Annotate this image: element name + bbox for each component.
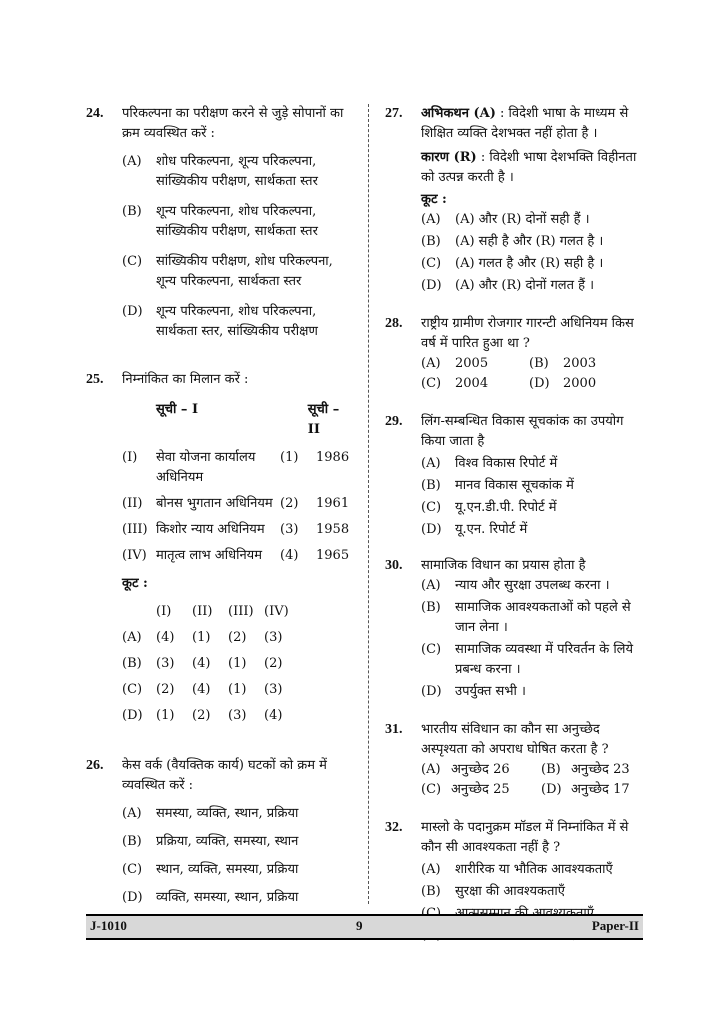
page-footer	[86, 914, 643, 940]
question-stem: निम्नांकित का मिलान करें :	[122, 372, 249, 387]
question-stem: भारतीय संविधान का कौन सा अनुच्छेद अस्पृश्यता को अपराध घोषित करता है ?	[421, 722, 609, 757]
option-label: (B)	[122, 834, 142, 849]
kut-col-head: (I)	[156, 604, 172, 619]
option-text: व्यक्ति, समस्या, स्थान, प्रक्रिया	[156, 890, 299, 905]
left-column	[86, 104, 354, 908]
row-text: सेवा योजना कार्यालय अधिनियम	[156, 450, 256, 485]
option-d[interactable]: अनुच्छेद 17	[571, 782, 630, 797]
option-c[interactable]: 2004	[455, 376, 489, 391]
option-label: (D)	[122, 708, 143, 723]
option-a[interactable]	[421, 210, 643, 230]
row-match-number: (1)	[280, 450, 299, 465]
kut-cell: (3)	[264, 630, 283, 645]
row-text: बोनस भुगतान अधिनियम	[156, 496, 273, 511]
option-text: न्याय और सुरक्षा उपलब्ध करना ।	[455, 578, 610, 593]
question-number: 24.	[86, 106, 104, 121]
option-c[interactable]: अनुच्छेद 25	[451, 782, 510, 797]
option-text: सांख्यिकीय परीक्षण, शोध परिकल्पना, शून्य परिकल्पना, सार्थकता स्तर	[156, 254, 333, 289]
option-label: (C)	[421, 500, 442, 515]
question-number: 28.	[385, 316, 403, 331]
kut-header	[122, 602, 354, 622]
kut-cell: (1)	[156, 708, 175, 723]
kut-label: कूट :	[421, 192, 447, 207]
option-label: (D)	[421, 522, 442, 537]
question-stem: राष्ट्रीय ग्रामीण रोजगार गारन्टी अधिनियम किस वर्ष में पारित हुआ था ?	[421, 316, 634, 351]
option-a[interactable]: 2005	[455, 356, 489, 371]
option-d[interactable]: 2000	[563, 376, 597, 391]
match-row	[122, 494, 354, 514]
option-label: (C)	[122, 254, 143, 269]
option-c[interactable]	[122, 860, 354, 880]
option-label: (B)	[421, 234, 441, 249]
option-text: यू.एन.डी.पी. रिपोर्ट में	[455, 500, 557, 515]
paper-label: Paper-II	[591, 918, 639, 933]
option-text: शून्य परिकल्पना, शोध परिकल्पना, सार्थकता स्तर, सांख्यिकीय परीक्षण	[156, 304, 318, 339]
kut-cell: (4)	[192, 656, 211, 671]
kut-cell: (4)	[156, 630, 175, 645]
option-label: (D)	[421, 684, 442, 699]
kut-cell: (2)	[192, 708, 211, 723]
question-number: 27.	[385, 106, 403, 121]
option-b[interactable]	[122, 654, 354, 674]
option-label: (B)	[541, 762, 561, 777]
question-number: 30.	[385, 558, 403, 573]
option-label: (A)	[122, 806, 142, 821]
question-29	[385, 412, 643, 540]
option-text: स्थान, व्यक्ति, समस्या, प्रक्रिया	[156, 862, 299, 877]
reason-text: : विदेशी भाषा देशभक्ति विहीनता को उत्पन्न करती है ।	[421, 150, 637, 185]
row-year: 1958	[316, 522, 350, 537]
option-a[interactable]	[421, 576, 643, 596]
row-text: मातृत्व लाभ अधिनियम	[156, 548, 262, 563]
option-d[interactable]	[421, 520, 643, 540]
option-a[interactable]	[122, 804, 354, 824]
option-label: (C)	[421, 642, 442, 657]
row-match-number: (4)	[280, 548, 299, 563]
option-c[interactable]	[421, 498, 643, 518]
question-number: 31.	[385, 722, 403, 737]
option-text: शारीरिक या भौतिक आवश्यकताएँ	[455, 862, 613, 877]
option-label: (A)	[122, 154, 142, 169]
option-label: (B)	[529, 356, 549, 371]
reason	[421, 148, 643, 188]
match-table	[122, 448, 354, 566]
options-grid	[421, 354, 643, 394]
option-label: (D)	[122, 304, 143, 319]
question-number: 32.	[385, 820, 403, 835]
question-number: 29.	[385, 414, 403, 429]
option-label: (A)	[421, 862, 441, 877]
match-row	[122, 448, 354, 488]
option-text: (A) सही है और (R) गलत है ।	[455, 234, 604, 249]
option-label: (B)	[421, 478, 441, 493]
page-number: 9	[356, 918, 363, 933]
option-label: (D)	[122, 890, 143, 905]
option-label: (D)	[529, 376, 550, 391]
kut-cell: (4)	[264, 708, 283, 723]
option-text: (A) गलत है और (R) सही है ।	[455, 256, 604, 271]
kut-cell: (1)	[192, 630, 211, 645]
option-label: (A)	[421, 356, 441, 371]
option-text: समस्या, व्यक्ति, स्थान, प्रक्रिया	[156, 806, 299, 821]
row-match-number: (2)	[280, 496, 299, 511]
option-text: उपर्युक्त सभी ।	[455, 684, 526, 699]
question-27	[385, 104, 643, 296]
kut-label: कूट :	[122, 576, 148, 591]
assertion	[421, 104, 643, 144]
option-a[interactable]	[421, 860, 643, 880]
row-year: 1961	[316, 496, 350, 511]
question-31	[385, 720, 643, 800]
option-label: (A)	[421, 578, 441, 593]
option-label: (B)	[122, 656, 142, 671]
option-b[interactable]	[421, 232, 643, 252]
list-2-heading: सूची – II	[307, 402, 340, 437]
kut-col-head: (II)	[192, 604, 213, 619]
option-d[interactable]	[122, 706, 354, 726]
option-b[interactable]	[421, 882, 643, 902]
row-match-number: (3)	[280, 522, 299, 537]
option-a[interactable]	[421, 454, 643, 474]
option-label: (B)	[421, 600, 441, 615]
option-text: मानव विकास सूचकांक में	[455, 478, 574, 493]
option-label: (A)	[421, 456, 441, 471]
option-label: (C)	[122, 682, 143, 697]
row-number: (IV)	[122, 548, 147, 563]
option-label: (C)	[421, 256, 442, 271]
question-26	[86, 756, 354, 908]
option-b[interactable]	[122, 832, 354, 852]
options-grid	[421, 760, 643, 800]
option-c[interactable]	[421, 254, 643, 274]
question-stem: परिकल्पना का परीक्षण करने से जुड़े सोपानों का क्रम व्यवस्थित करें :	[122, 106, 344, 141]
option-text: सामाजिक व्यवस्था में परिवर्तन के लिये प्रबन्ध करना ।	[455, 642, 634, 677]
column-divider	[368, 104, 369, 904]
question-number: 26.	[86, 758, 104, 773]
right-column	[385, 104, 643, 946]
match-header	[122, 400, 354, 440]
option-text: (A) और (R) दोनों सही हैं ।	[455, 212, 590, 227]
option-label: (A)	[421, 762, 441, 777]
option-text: शून्य परिकल्पना, शोध परिकल्पना, सांख्यिकीय परीक्षण, सार्थकता स्तर	[156, 204, 318, 239]
option-b[interactable]	[421, 598, 643, 638]
kut-cell: (4)	[192, 682, 211, 697]
option-text: (A) और (R) दोनों गलत हैं ।	[455, 278, 595, 293]
kut-cell: (3)	[156, 656, 175, 671]
option-b[interactable]	[122, 202, 354, 242]
option-text: सामाजिक आवश्यकताओं को पहले से जान लेना ।	[455, 600, 631, 635]
option-text: प्रक्रिया, व्यक्ति, समस्या, स्थान	[156, 834, 299, 849]
row-number: (II)	[122, 496, 143, 511]
kut-col-head: (IV)	[264, 604, 289, 619]
kut-cell: (2)	[156, 682, 175, 697]
option-a[interactable]: अनुच्छेद 26	[451, 762, 510, 777]
option-b[interactable]: अनुच्छेद 23	[571, 762, 630, 777]
option-label: (C)	[421, 782, 442, 797]
option-text: शोध परिकल्पना, शून्य परिकल्पना, सांख्यिकीय परीक्षण, सार्थकता स्तर	[156, 154, 318, 189]
option-c[interactable]	[421, 640, 643, 680]
option-label: (C)	[122, 862, 143, 877]
reason-label: कारण (R)	[421, 150, 477, 165]
option-d[interactable]	[421, 682, 643, 702]
row-year: 1986	[316, 450, 350, 465]
question-24	[86, 104, 354, 342]
option-label: (A)	[421, 212, 441, 227]
option-a[interactable]	[122, 628, 354, 648]
row-year: 1965	[316, 548, 350, 563]
assertion-text: : विदेशी भाषा के माध्यम से शिक्षित व्यक्ति देशभक्त नहीं होता है ।	[421, 106, 629, 141]
option-text: यू.एन. रिपोर्ट में	[455, 522, 528, 537]
question-30	[385, 556, 643, 702]
list-1-heading: सूची – I	[156, 402, 199, 417]
question-number: 25.	[86, 372, 104, 387]
match-row	[122, 546, 354, 566]
kut-col-head: (III)	[228, 604, 254, 619]
option-a[interactable]	[122, 152, 354, 192]
kut-cell: (3)	[228, 708, 247, 723]
option-label: (B)	[122, 204, 142, 219]
kut-cell: (2)	[264, 656, 283, 671]
option-text: विश्व विकास रिपोर्ट में	[455, 456, 558, 471]
option-b[interactable]	[421, 476, 643, 496]
option-label: (C)	[421, 376, 442, 391]
question-28	[385, 314, 643, 394]
option-d[interactable]	[421, 276, 643, 296]
paper-code: J-1010	[90, 918, 127, 933]
option-label: (B)	[421, 884, 441, 899]
question-stem: लिंग-सम्बन्धित विकास सूचकांक का उपयोग किया जाता है	[421, 414, 624, 449]
option-d[interactable]	[122, 302, 354, 342]
match-row	[122, 520, 354, 540]
question-stem: केस वर्क (वैयक्तिक कार्य) घटकों को क्रम में व्यवस्थित करें :	[122, 758, 327, 793]
option-c[interactable]	[122, 680, 354, 700]
question-25	[86, 370, 354, 726]
row-number: (I)	[122, 450, 138, 465]
question-stem: सामाजिक विधान का प्रयास होता है	[421, 558, 586, 573]
row-number: (III)	[122, 522, 148, 537]
option-label: (D)	[421, 278, 442, 293]
kut-cell: (2)	[228, 630, 247, 645]
option-d[interactable]	[122, 888, 354, 908]
question-stem: मास्लो के पदानुक्रम मॉडल में निम्नांकित में से कौन सी आवश्यकता नहीं है ?	[421, 820, 629, 855]
option-c[interactable]	[122, 252, 354, 292]
option-label: (D)	[541, 782, 562, 797]
kut-cell: (1)	[228, 682, 247, 697]
option-text: सुरक्षा की आवश्यकताएँ	[455, 884, 565, 899]
kut-cell: (1)	[228, 656, 247, 671]
kut-cell: (3)	[264, 682, 283, 697]
row-text: किशोर न्याय अधिनियम	[156, 522, 265, 537]
option-b[interactable]: 2003	[563, 356, 597, 371]
assertion-label: अभिकथन (A)	[421, 106, 496, 121]
option-label: (A)	[122, 630, 142, 645]
